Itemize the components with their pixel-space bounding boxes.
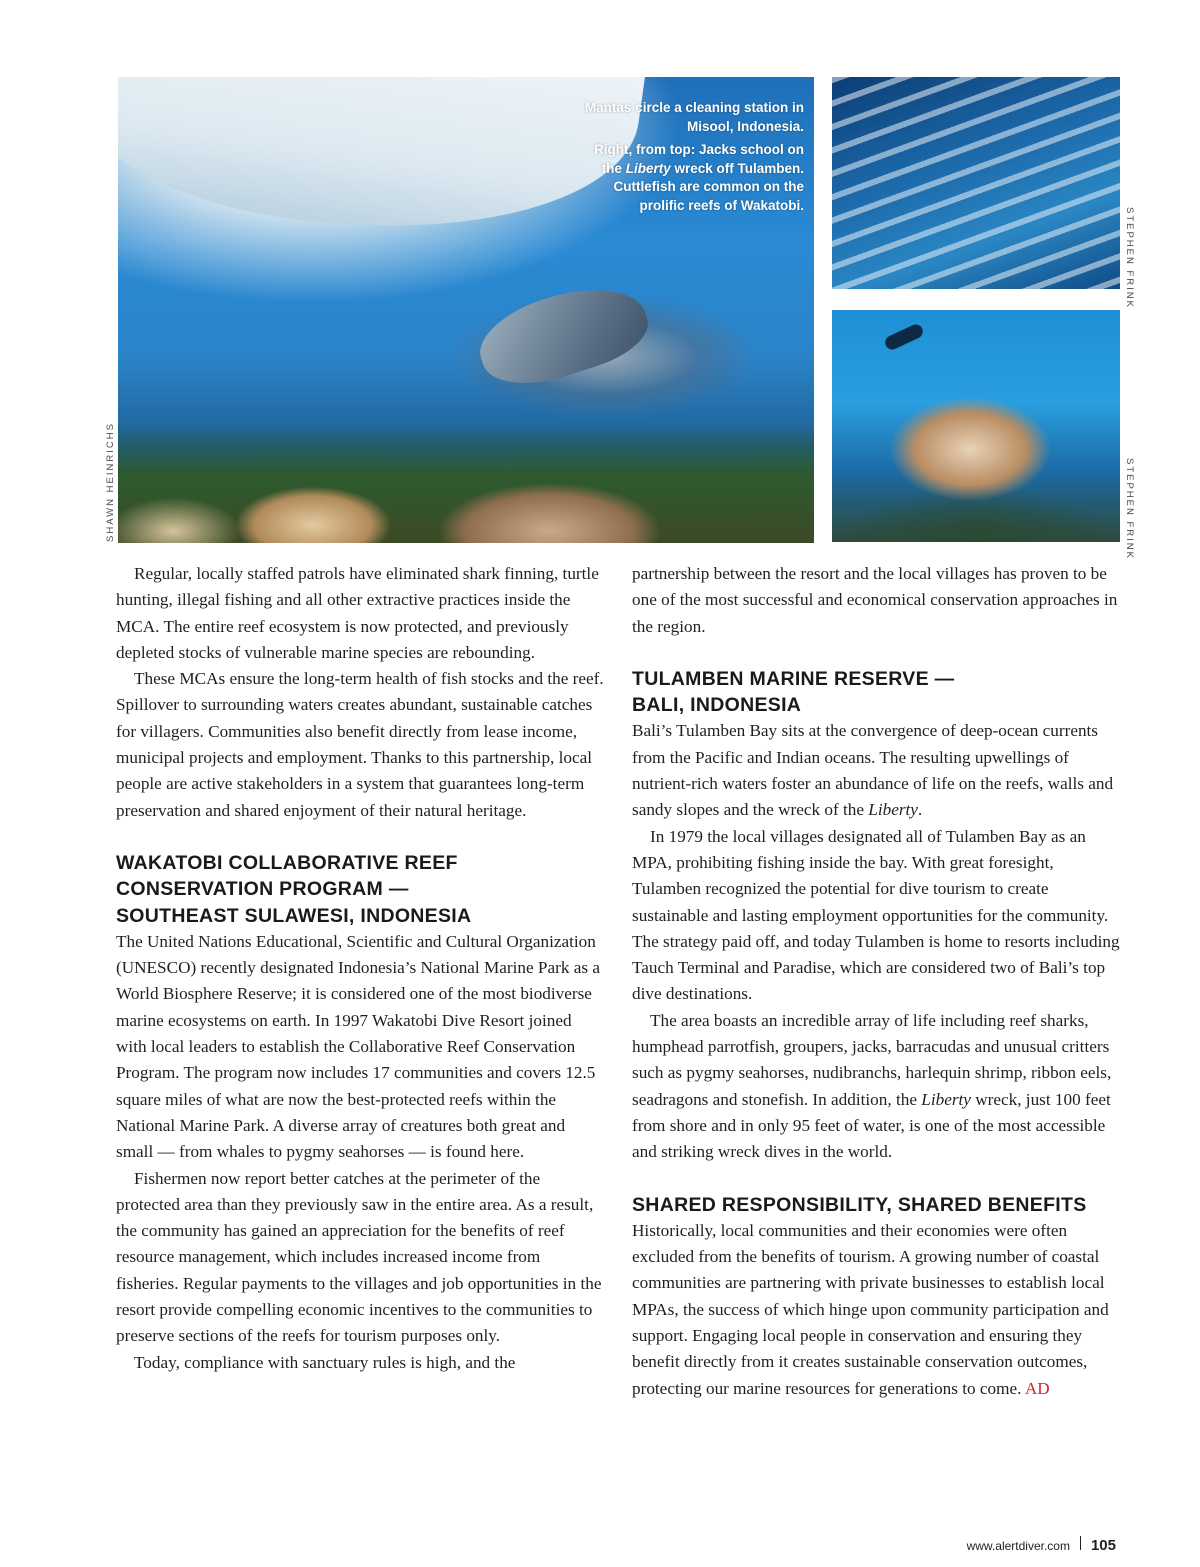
heading-line: CONSERVATION PROGRAM — <box>116 878 409 901</box>
small-manta-shape <box>470 271 656 400</box>
cuttlefish-photo <box>832 310 1120 542</box>
heading-line: WAKATOBI COLLABORATIVE REEF <box>116 851 458 874</box>
caption-text: wreck off Tulamben. Cuttlefish are common on the prolific reefs of Wakatobi. <box>613 160 804 213</box>
manta-ray-shape <box>118 77 652 265</box>
photo-credit-manta: SHAWN HEINRICHS <box>105 422 116 542</box>
paragraph: The United Nations Educational, Scientific and Cultural Organization (UNESCO) recently designated Indonesia’s National Marine Park as a World Biosphere Reserve; it is considered one of the most biodiverse marine ecosystems on earth. In 1997 Wakatobi Dive Resort joined with local leaders to establish the Collaborative Reef Conservation Program. The program now includes 17 communities and covers 12.5 square miles of what are now the best-protected reefs within the National Marine Park. A diverse array of creatures both great and small — from whales to pygmy seahorses — is found here. <box>116 931 600 1162</box>
paragraph: These MCAs ensure the long-term health of fish stocks and the reef. Spillover to surrounding waters creates abundant, sustainable catches for villagers. Communities also benefit directly from lease income, municipal projects and employment. Thanks to this partnership, local people are active stakeholders in a system that guarantees long-term preservation and shared enjoyment of their natural heritage. <box>116 669 604 820</box>
paragraph-text: . <box>917 800 923 820</box>
section-heading-tulamben <box>632 666 1122 719</box>
section-heading-shared: SHARED RESPONSIBILITY, SHARED BENEFITS <box>632 1193 1087 1216</box>
section-heading-wakatobi <box>116 850 604 929</box>
page-footer <box>967 1536 1116 1554</box>
footer-divider <box>1080 1536 1081 1550</box>
diver-silhouette <box>883 322 925 352</box>
photo-caption <box>584 99 804 220</box>
paragraph-italic: Liberty <box>921 1089 971 1109</box>
reef-shape <box>118 423 814 543</box>
paragraph <box>632 1008 1122 1166</box>
paragraph: Today, compliance with sanctuary rules is high, and the <box>134 1352 516 1372</box>
manta-photo <box>118 77 814 543</box>
heading-line: SOUTHEAST SULAWESI, INDONESIA <box>116 904 472 927</box>
paragraph: Regular, locally staffed patrols have eliminated shark finning, turtle hunting, illegal fishing and all other extractive practices inside the MCA. The entire reef ecosystem is now protected, and previously depleted stocks of vulnerable marine species are rebounding. <box>116 564 599 662</box>
heading-line: BALI, INDONESIA <box>632 694 802 717</box>
heading-line: TULAMBEN MARINE RESERVE — <box>632 667 955 690</box>
caption-text: Right, from top: Jacks school on the <box>593 142 804 176</box>
photo-credit-cuttlefish: STEPHEN FRINK <box>1124 458 1135 561</box>
paragraph: In 1979 the local villages designated all of Tulamben Bay as an MPA, prohibiting fishing inside the bay. With great foresight, Tulamben recognized the potential for dive tourism to create sustainable and lasting employment opportunities for the community. The strategy paid off, and today Tulamben is home to resorts including Tauch Terminal and Paradise, which are considered two of Bali’s top dive destinations. <box>632 826 1120 1004</box>
paragraph-text: The area boasts an incredible array of life including reef sharks, humphead parrotfish, groupers, jacks, barracudas and unusual critters such as pygmy seahorses, nudibranchs, harlequin shrimp, ribbon eels, seadragons and stonefish. In addition, the <box>632 1010 1112 1109</box>
caption-italic: Liberty <box>625 160 671 176</box>
paragraph-text: Bali’s Tulamben Bay sits at the convergence of deep-ocean currents from the Pacific and Indian oceans. The resulting upwellings of nutrient-rich waters foster an abundance of life on the reefs, walls and sandy slopes and the wreck of the <box>632 721 1114 820</box>
paragraph-text: wreck, just 100 feet from shore and in only 95 feet of water, is one of the most accessible and striking wreck dives in the world. <box>632 1089 1111 1162</box>
right-column <box>632 561 1122 1402</box>
left-column <box>116 561 604 1376</box>
jacks-photo <box>832 77 1120 289</box>
end-mark: AD <box>1024 1378 1050 1398</box>
footer-url[interactable]: www.alertdiver.com <box>966 1539 1070 1553</box>
caption-line-2 <box>584 141 804 215</box>
paragraph-italic: Liberty <box>868 800 918 820</box>
caption-line-1: Mantas circle a cleaning station in Misool, Indonesia. <box>584 100 804 134</box>
page-number: 105 <box>1090 1537 1116 1554</box>
paragraph <box>632 718 1122 823</box>
paragraph-text: Historically, local communities and their economies were often excluded from the benefits of tourism. A growing number of coastal communities are partnering with private businesses to establish local MPAs, the success of which hinge upon community participation and support. Engaging local people in conservation and ensuring they benefit directly from it creates sustainable conservation outcomes, protecting our marine resources for generations to come. <box>632 1220 1109 1398</box>
paragraph <box>632 1218 1122 1402</box>
photo-credit-jacks: STEPHEN FRINK <box>1124 207 1135 310</box>
paragraph: partnership between the resort and the local villages has proven to be one of the most successful and economical conservation approaches in the region. <box>632 564 1118 636</box>
paragraph: Fishermen now report better catches at the perimeter of the protected area than they previously saw in the entire area. As a result, the community has gained an appreciation for the benefits of reef resource management, which includes increased income from fisheries. Regular payments to the villages and job opportunities in the resort provide compelling economic incentives to the communities to preserve sections of the reefs for tourism purposes only. <box>116 1168 602 1346</box>
